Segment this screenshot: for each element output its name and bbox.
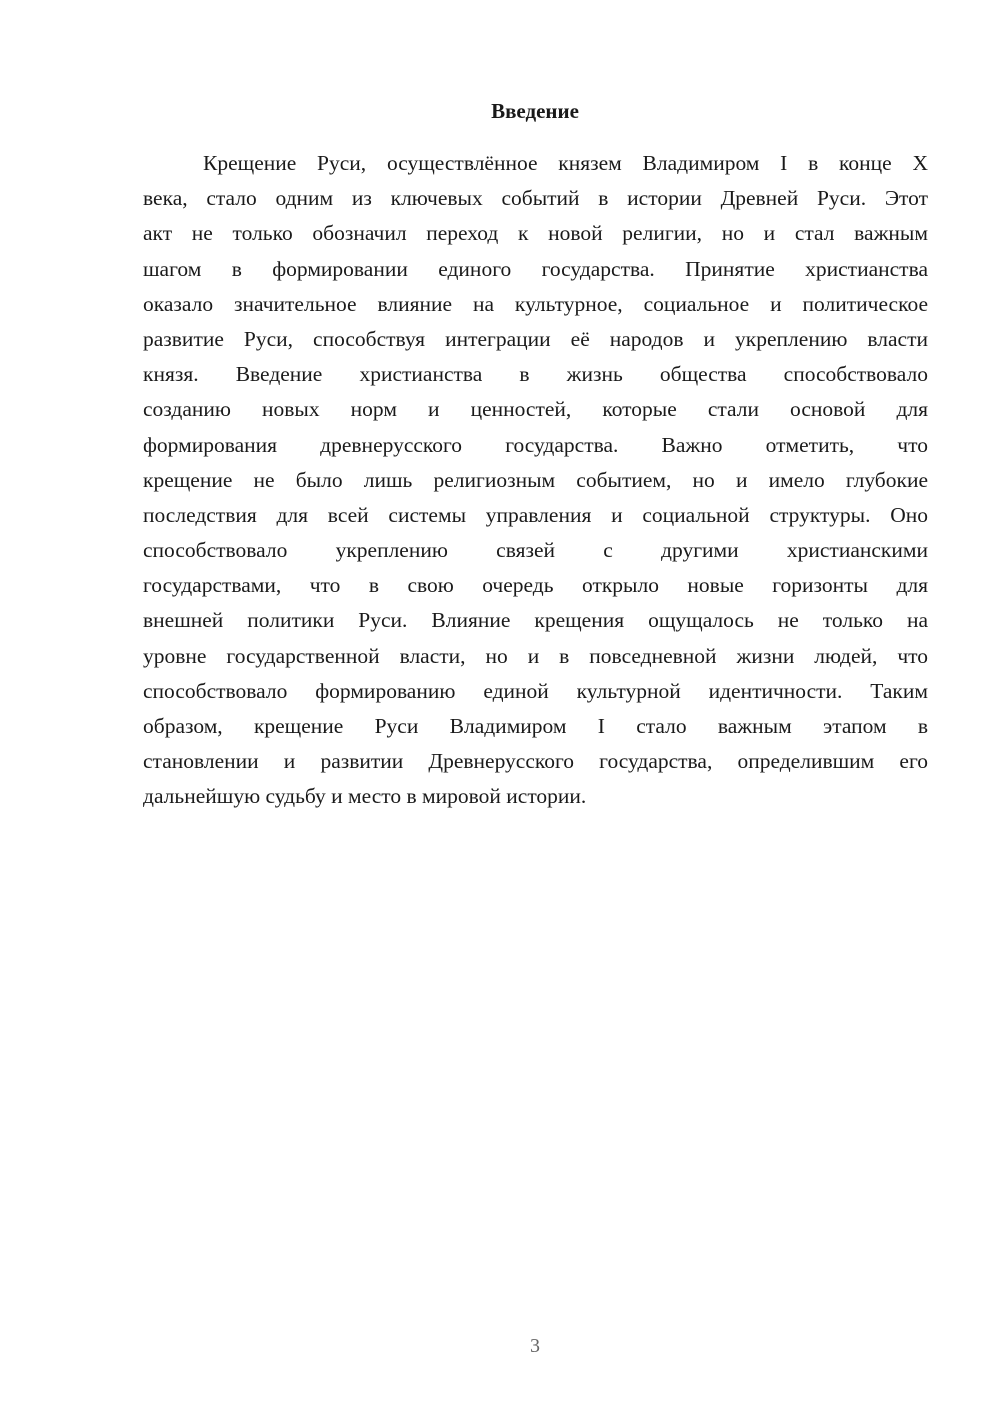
page-number: 3 (530, 1335, 540, 1357)
paragraph-line: Крещение Руси, осуществлённое князем Владимиром I в конце X (203, 151, 928, 175)
paragraph-line: созданию новых норм и ценностей, которые стали основой для (143, 397, 928, 422)
paragraph-line: формирования древнерусского государства. Важно отметить, что (143, 432, 928, 457)
paragraph-line: способствовало укреплению связей с другими христианскими (143, 538, 928, 563)
paragraph-line: шагом в формировании единого государства. Принятие христианства (143, 256, 928, 281)
paragraph-line: способствовало формированию единой культурной идентичности. Таким (143, 678, 928, 703)
paragraph-line: становлении и развитии Древнерусского государства, определившим его (143, 749, 928, 774)
paragraph-line: уровне государственной власти, но и в повседневной жизни людей, что (143, 643, 928, 668)
paragraph-line: внешней политики Руси. Влияние крещения ощущалось не только на (143, 608, 928, 633)
paragraph-line: дальнейшую судьбу и место в мировой истории. (143, 784, 587, 809)
paragraph-line: государствами, что в свою очередь открыло новые горизонты для (143, 573, 928, 598)
section-heading: Введение (491, 99, 579, 123)
paragraph-line: крещение не было лишь религиозным событием, но и имело глубокие (143, 467, 928, 492)
paragraph-line: образом, крещение Руси Владимиром I стало важным этапом в (143, 714, 928, 738)
paragraph-line: развитие Руси, способствуя интеграции её народов и укреплению власти (143, 326, 928, 351)
paragraph-line: акт не только обозначил переход к новой религии, но и стал важным (143, 221, 928, 246)
paragraph-line: века, стало одним из ключевых событий в истории Древней Руси. Этот (143, 186, 928, 211)
paragraph-line: оказало значительное влияние на культурное, социальное и политическое (143, 291, 928, 316)
paragraph-line: последствия для всей системы управления и социальной структуры. Оно (143, 502, 928, 527)
introduction-paragraph (143, 146, 928, 815)
paragraph-line: князя. Введение христианства в жизнь общества способствовало (143, 362, 928, 387)
